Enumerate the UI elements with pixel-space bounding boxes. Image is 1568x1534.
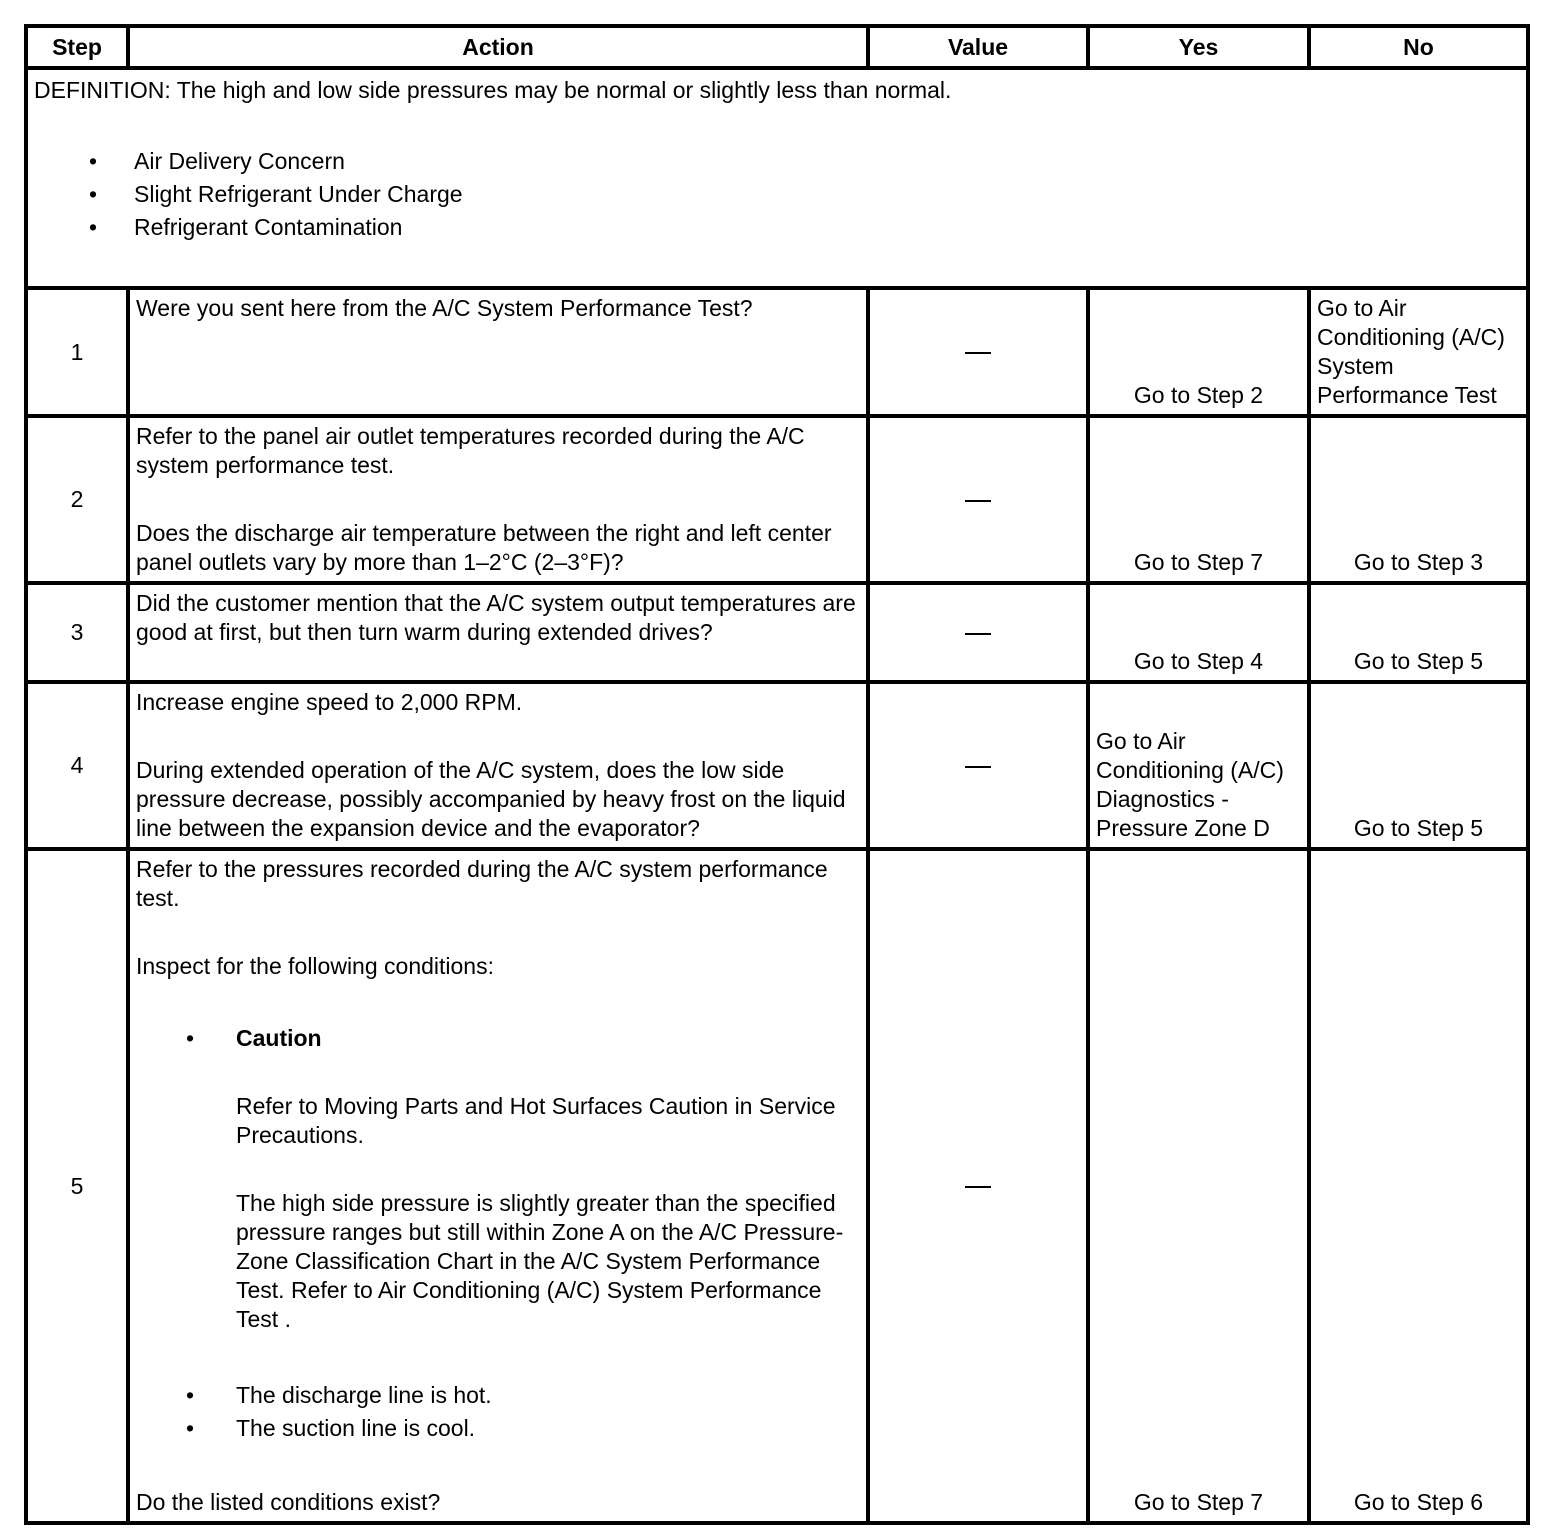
list-item: • Air Delivery Concern — [34, 145, 1520, 178]
action-cell — [128, 682, 868, 849]
dash-icon — [965, 500, 991, 502]
yes-cell[interactable]: Go to Step 4 — [1088, 583, 1309, 682]
table-row — [26, 583, 1528, 682]
action-cell — [128, 849, 868, 1523]
table-row — [26, 288, 1528, 416]
table-row — [26, 849, 1528, 1523]
list-item — [136, 1024, 860, 1379]
value-cell — [868, 682, 1088, 849]
bullet-icon: • — [89, 214, 98, 240]
action-cell — [128, 288, 868, 416]
bullet-icon: • — [186, 1382, 195, 1408]
step-number: 2 — [26, 416, 128, 583]
no-cell[interactable]: Go to Step 6 — [1309, 849, 1528, 1523]
no-cell[interactable]: Go to Air Conditioning (A/C) System Performance Test — [1309, 288, 1528, 416]
header-row — [26, 26, 1528, 68]
dash-icon — [965, 352, 991, 354]
caution-text: Refer to Moving Parts and Hot Surfaces Caution in Service Precautions. — [236, 1093, 836, 1148]
dash-icon — [965, 766, 991, 768]
no-cell[interactable]: Go to Step 5 — [1309, 682, 1528, 849]
table-row — [26, 682, 1528, 849]
action-text: Refer to the pressures recorded during the A/C system performance test. — [136, 856, 828, 911]
table-row — [26, 416, 1528, 583]
action-question: During extended operation of the A/C system, does the low side pressure decrease, possibly accompanied by heavy frost on the liquid line between the expansion device and the evaporator? — [136, 757, 846, 841]
action-cell — [128, 416, 868, 583]
value-cell — [868, 849, 1088, 1523]
diagnostic-table — [24, 24, 1530, 1525]
header-step: Step — [26, 26, 128, 68]
definition-list — [34, 145, 1520, 244]
yes-cell[interactable]: Go to Air Conditioning (A/C) Diagnostics - Pressure Zone D — [1088, 682, 1309, 849]
action-question: Do the listed conditions exist? — [136, 1489, 441, 1515]
no-cell[interactable]: Go to Step 5 — [1309, 583, 1528, 682]
value-cell — [868, 288, 1088, 416]
definition-cell — [26, 68, 1528, 288]
yes-cell[interactable]: Go to Step 7 — [1088, 416, 1309, 583]
action-inspect: Inspect for the following conditions: — [136, 953, 494, 979]
step-number: 5 — [26, 849, 128, 1523]
list-item: • Refrigerant Contamination — [34, 211, 1520, 244]
bullet-icon: • — [89, 148, 98, 174]
value-cell — [868, 583, 1088, 682]
yes-cell[interactable]: Go to Step 2 — [1088, 288, 1309, 416]
header-value: Value — [868, 26, 1088, 68]
definition-text: DEFINITION: The high and low side pressures may be normal or slightly less than normal. — [34, 77, 952, 103]
condition-list — [136, 1024, 860, 1445]
bullet-icon: • — [89, 181, 98, 207]
action-text: Did the customer mention that the A/C system output temperatures are good at first, but then turn warm during extended drives? — [136, 590, 856, 645]
list-item: • The suction line is cool. — [136, 1412, 860, 1445]
action-question: Does the discharge air temperature between the right and left center panel outlets vary by more than 1–2°C (2–3°F)? — [136, 520, 832, 575]
header-no: No — [1309, 26, 1528, 68]
yes-cell[interactable]: Go to Step 7 — [1088, 849, 1309, 1523]
action-text: Refer to the panel air outlet temperatures recorded during the A/C system performance test. — [136, 423, 805, 478]
list-item: • Slight Refrigerant Under Charge — [34, 178, 1520, 211]
bullet-icon: • — [186, 1025, 195, 1051]
no-cell[interactable]: Go to Step 3 — [1309, 416, 1528, 583]
condition-text: The high side pressure is slightly greater than the specified pressure ranges but still within Zone A on the A/C Pressure-Zone Classification Chart in the A/C System Performance Test. Refer to Air Conditioning (A/C) System Performance Test . — [236, 1190, 844, 1332]
step-number: 3 — [26, 583, 128, 682]
step-number: 4 — [26, 682, 128, 849]
step-number: 1 — [26, 288, 128, 416]
value-cell — [868, 416, 1088, 583]
header-action: Action — [128, 26, 868, 68]
action-text: Increase engine speed to 2,000 RPM. — [136, 689, 523, 715]
definition-row — [26, 68, 1528, 288]
dash-icon — [965, 1186, 991, 1188]
list-item: • The discharge line is hot. — [136, 1379, 860, 1412]
header-yes: Yes — [1088, 26, 1309, 68]
bullet-icon: • — [186, 1415, 195, 1441]
caution-title: Caution — [236, 1025, 322, 1051]
dash-icon — [965, 633, 991, 635]
action-cell — [128, 583, 868, 682]
action-text: Were you sent here from the A/C System Performance Test? — [136, 295, 753, 321]
